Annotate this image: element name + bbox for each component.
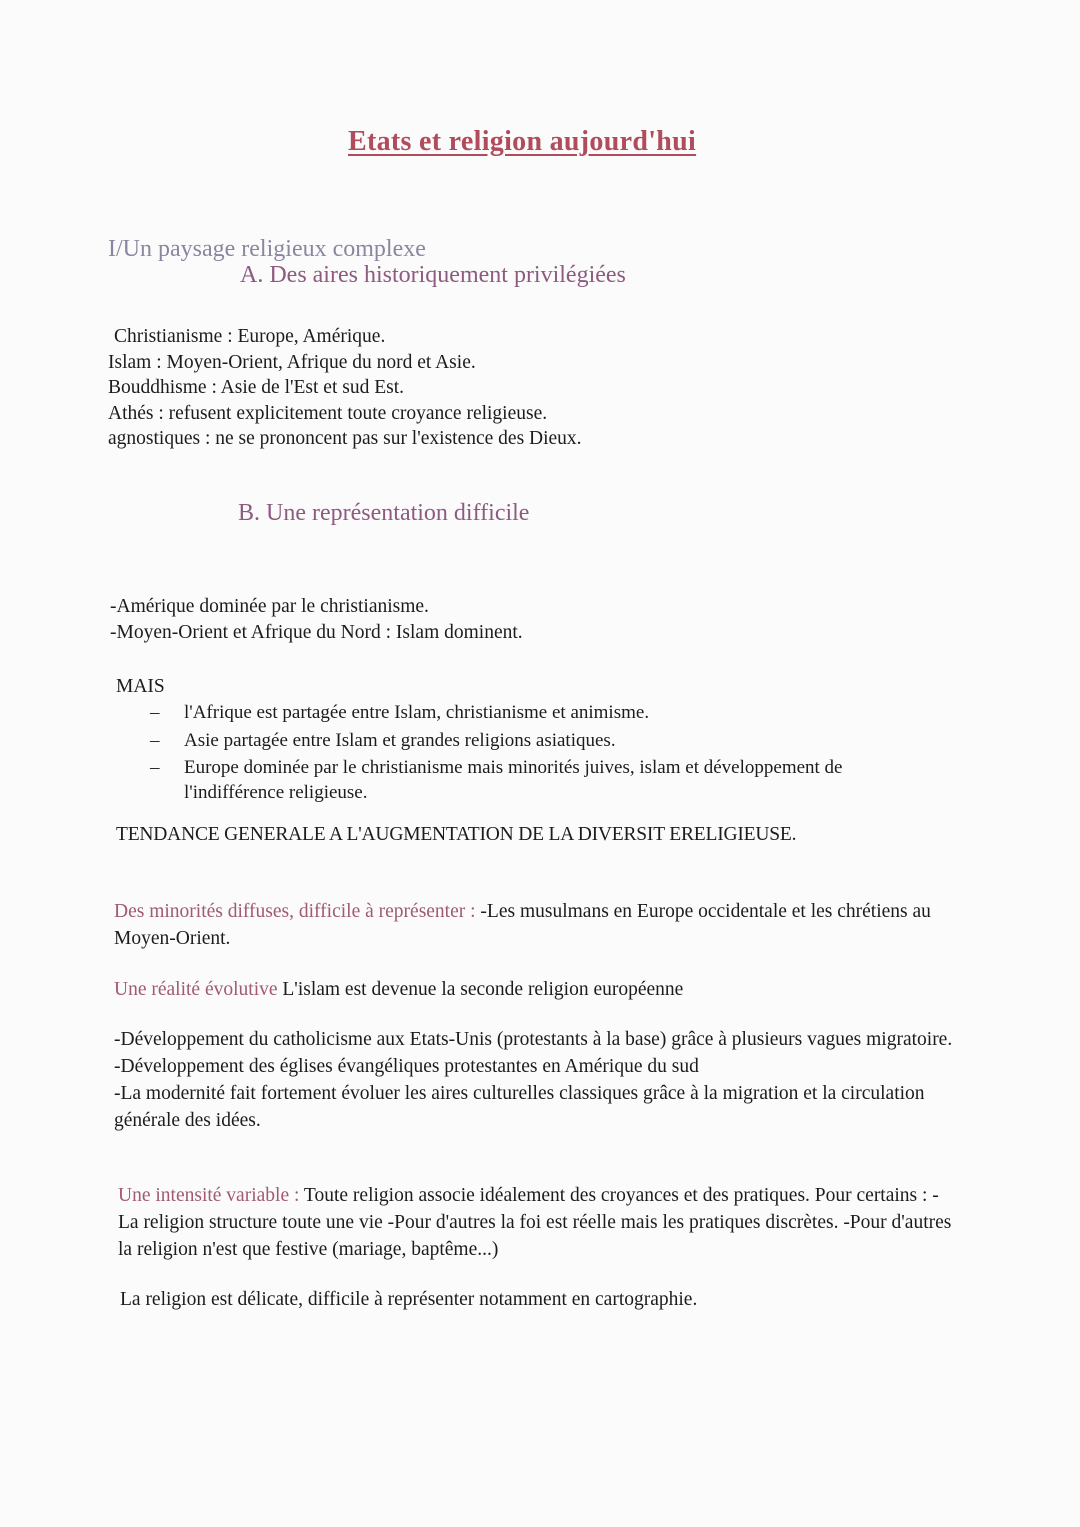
conclusion: La religion est délicate, difficile à représenter notamment en cartographie. <box>120 1289 698 1310</box>
list-item: -Moyen-Orient et Afrique du Nord : Islam dominent. <box>110 621 523 643</box>
list-item: Christianisme : Europe, Amérique. <box>114 326 386 347</box>
paragraph-intensity <box>118 1182 958 1263</box>
paragraph-lead: Des minorités diffuses, difficile à représenter : <box>114 901 476 922</box>
paragraph-text: -Les musulmans en Europe occidentale et les chrétiens au Moyen-Orient. <box>114 901 931 949</box>
subsection-heading-a: A. Des aires historiquement privilégiées <box>240 262 626 288</box>
bullet-item: – Europe dominée par le christianisme mais minorités juives, islam et développement de l'indifférence religieuse. <box>150 757 843 803</box>
paragraph-minorities <box>114 898 964 952</box>
paragraph-text: Toute religion associe idéalement des croyances et des pratiques. Pour certains : -La religion structure toute une vie -Pour d'autres la foi est réelle mais les pratiques discrètes. -Pour d'autres la religion n'est que festive (mariage, baptême...) <box>118 1185 952 1260</box>
general-trend: TENDANCE GENERALE A L'AUGMENTATION DE LA DIVERSIT ERELIGIEUSE. <box>116 824 797 845</box>
dominance-list <box>110 594 523 645</box>
list-item: -Amérique dominée par le christianisme. <box>110 596 429 617</box>
bullet-list <box>150 700 843 805</box>
paragraph-text: L'islam est devenue la seconde religion européenne <box>277 979 684 1000</box>
list-item: Islam : Moyen-Orient, Afrique du nord et Asie. <box>108 351 476 373</box>
paragraph-lead: Une intensité variable : <box>118 1185 300 1206</box>
list-item: agnostiques : ne se prononcent pas sur l'existence des Dieux. <box>108 428 582 449</box>
dash-icon: – <box>150 702 160 723</box>
paragraph-lead: Une réalité évolutive <box>114 979 278 1000</box>
paragraph-evolving-reality <box>114 976 964 1003</box>
list-item: Bouddhisme : Asie de l'Est et sud Est. <box>108 377 405 398</box>
bullet-item: – l'Afrique est partagée entre Islam, christianisme et animisme. <box>150 702 650 723</box>
dash-icon: – <box>150 757 160 778</box>
subsection-heading-b: B. Une représentation difficile <box>238 500 530 526</box>
section-heading-1: I/Un paysage religieux complexe <box>108 236 426 262</box>
list-item: -Développement des églises évangéliques protestantes en Amérique du sud <box>114 1056 699 1077</box>
mais-label: MAIS <box>116 676 165 697</box>
list-item: -Développement du catholicisme aux Etats-Unis (protestants à la base) grâce à plusieurs vagues migratoire. <box>114 1029 953 1050</box>
list-item: -La modernité fait fortement évoluer les aires culturelles classiques grâce à la migration et la circulation générale des idées. <box>114 1083 925 1131</box>
dash-icon: – <box>150 730 160 751</box>
page-title: Etats et religion aujourd'hui <box>348 126 697 157</box>
development-list <box>114 1026 964 1134</box>
bullet-item: – Asie partagée entre Islam et grandes religions asiatiques. <box>150 730 616 751</box>
list-item: Athés : refusent explicitement toute croyance religieuse. <box>108 402 548 424</box>
religion-areas-list <box>108 324 582 452</box>
